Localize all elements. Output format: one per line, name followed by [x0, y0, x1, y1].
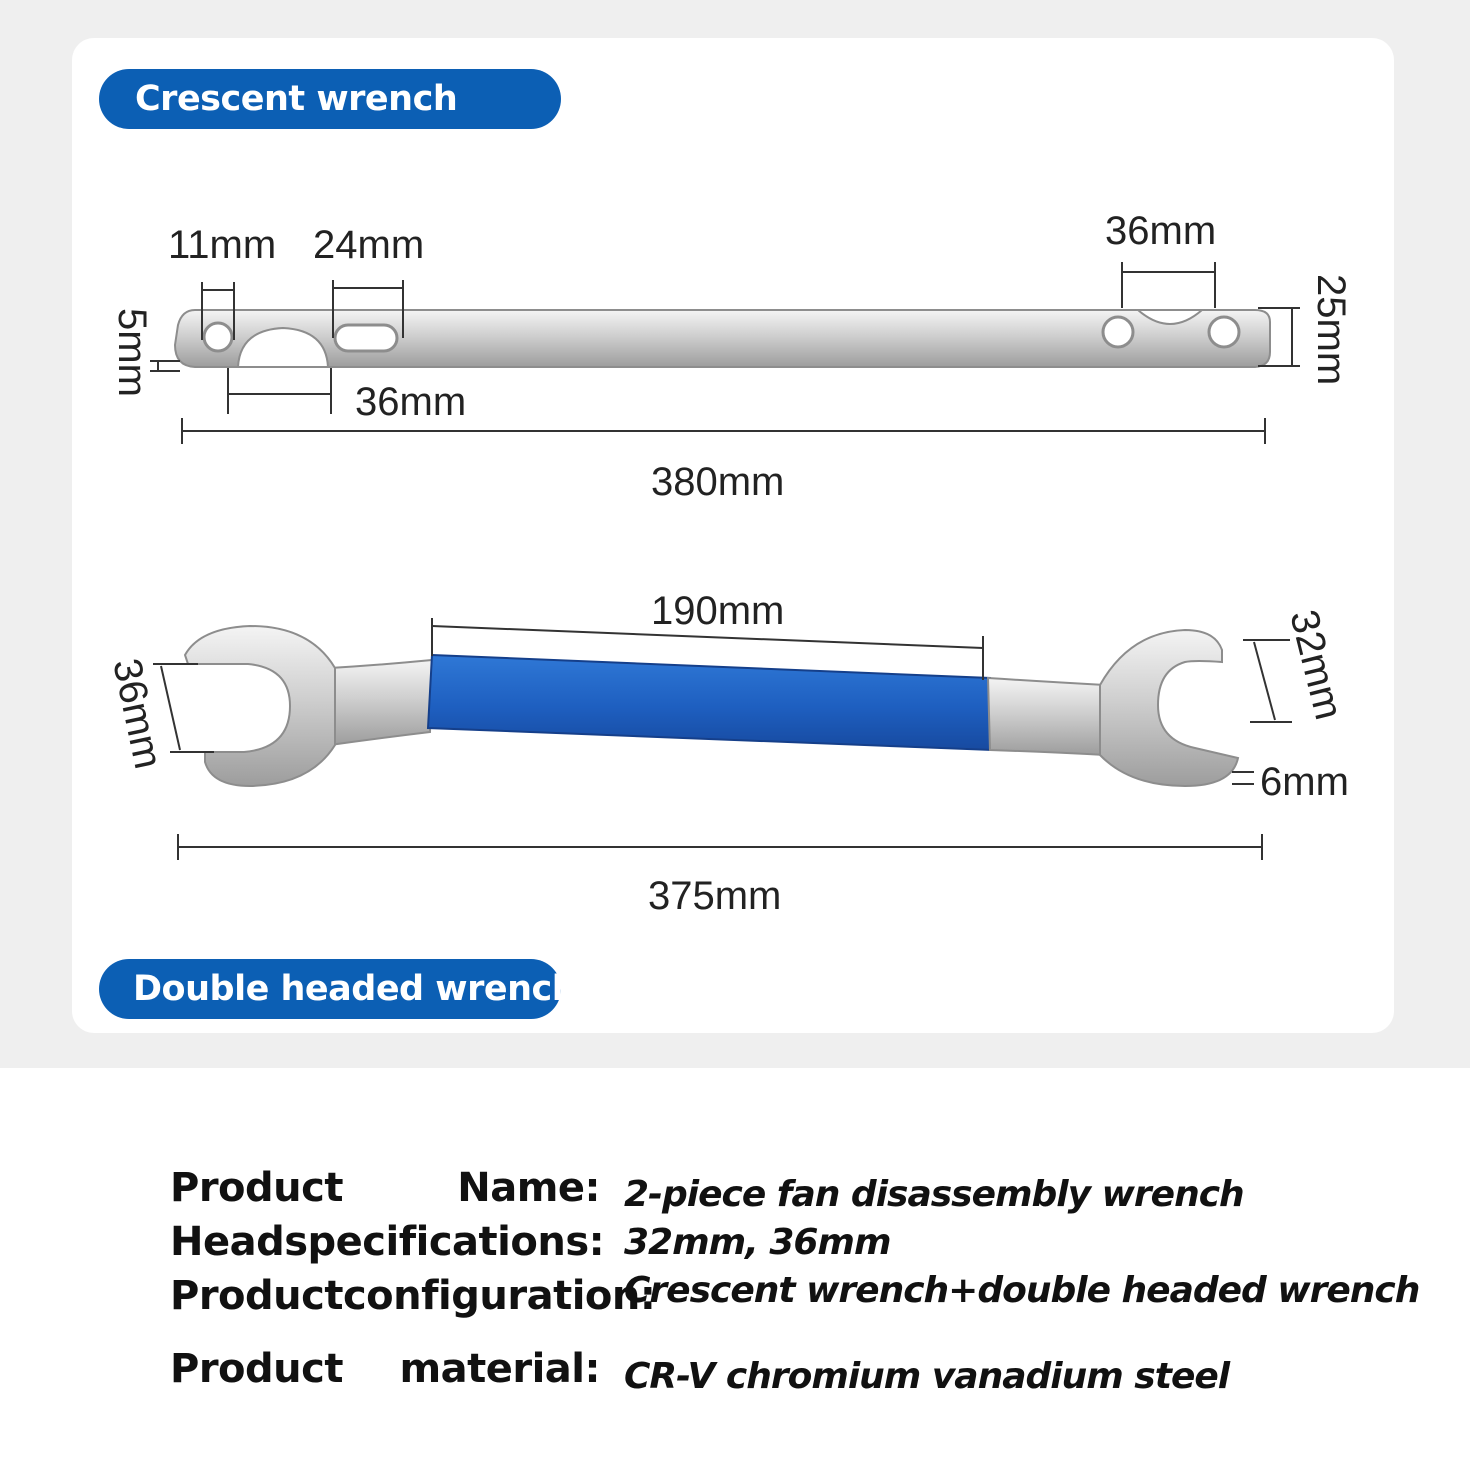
dim-24mm: 24mm: [313, 223, 425, 267]
dim-6mm: 6mm: [1260, 760, 1349, 804]
spec-config-value: Crescent wrench+double headed wrench: [624, 1270, 1420, 1311]
dim-11mm: 11mm: [168, 223, 277, 267]
dim-36mm-head: 36mm: [1105, 209, 1217, 253]
spec-name-label: [170, 1165, 600, 1211]
dim-190mm: 190mm: [651, 589, 785, 633]
spec-head-label: [170, 1219, 605, 1265]
dim-375mm: 375mm: [648, 874, 782, 918]
dim-32mm-right-head: 32mm: [1281, 605, 1351, 725]
spec-label-part: Productconfiguration:: [170, 1273, 656, 1319]
dim-36mm-left-head: 36mm: [104, 654, 171, 773]
dim-36mm-notch: 36mm: [355, 380, 467, 424]
dim-25mm: 25mm: [1309, 274, 1353, 386]
spec-label-part: specifications:: [284, 1219, 605, 1265]
spec-label-part: material:: [399, 1346, 600, 1392]
spec-label-part: Product: [170, 1165, 343, 1211]
spec-material-value: CR-V chromium vanadium steel: [624, 1356, 1230, 1397]
dim-5mm: 5mm: [110, 308, 154, 397]
dim-380mm: 380mm: [651, 460, 785, 504]
crescent-wrench-title: Crescent wrench: [99, 69, 561, 129]
spec-config-label: [170, 1273, 656, 1319]
spec-label-part: Head: [170, 1219, 285, 1265]
spec-label-part: Name:: [457, 1165, 600, 1211]
double-headed-wrench-title: Double headed wrench: [99, 959, 561, 1019]
spec-name-value: 2-piece fan disassembly wrench: [624, 1174, 1244, 1215]
spec-material-label: [170, 1346, 600, 1392]
spec-label-part: Product: [170, 1346, 343, 1392]
spec-head-value: 32mm, 36mm: [624, 1222, 891, 1263]
